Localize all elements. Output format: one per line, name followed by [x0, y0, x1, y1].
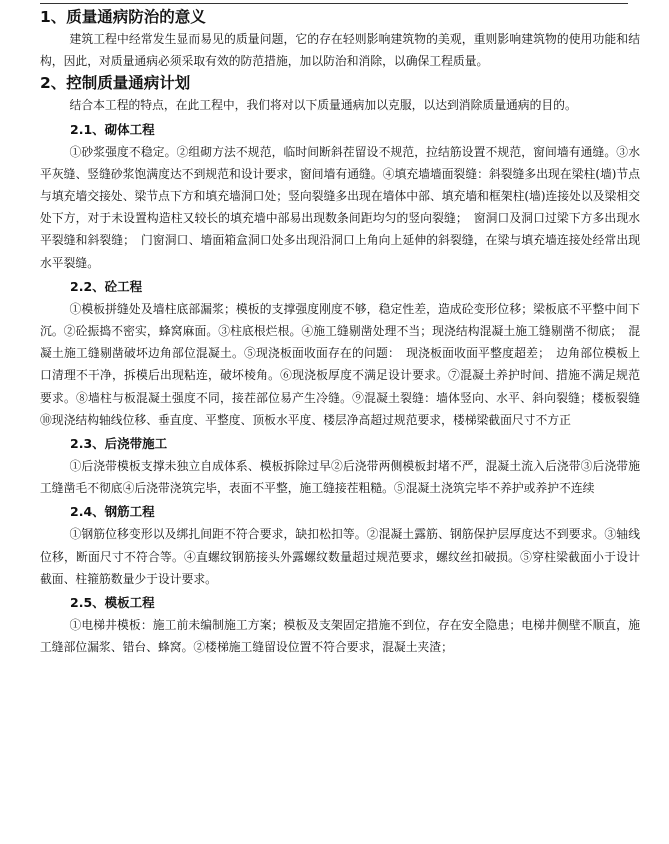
subsection-heading: 2.1、砌体工程	[70, 121, 155, 137]
subsection-heading: 2.2、砼工程	[70, 278, 143, 294]
subsection-2-5	[40, 593, 640, 658]
subsection-heading: 2.5、模板工程	[70, 595, 155, 611]
subsection-2-4	[40, 502, 640, 590]
subsection-heading: 2.3、后浇带施工	[70, 436, 168, 452]
subsection-2-2	[40, 277, 640, 431]
section-heading: 2、控制质量通病计划	[40, 74, 191, 93]
top-rule	[40, 3, 628, 4]
section-heading: 1、质量通病防治的意义	[40, 8, 206, 26]
subsection-paragraph: ①电梯井模板：施工前未编制施工方案；模板及支架固定措施不到位，存在安全隐患；电梯井侧壁不顺直，施工缝部位漏浆、错台、蜂窝。②楼梯施工缝留设位置不符合要求，混凝土夹渣；	[40, 618, 640, 655]
document-page	[40, 6, 640, 658]
section-paragraph: 结合本工程的特点，在此工程中，我们将对以下质量通病加以克服，以达到消除质量通病的目的。	[69, 98, 577, 113]
subsection-2-1	[40, 120, 640, 274]
section-2	[40, 72, 640, 116]
section-1	[40, 6, 640, 72]
subsection-paragraph: ①后浇带模板支撑未独立自成体系、模板拆除过早②后浇带两侧模板封堵不严，混凝土流入后浇带③后浇带施工缝凿毛不彻底④后浇带浇筑完毕，表面不平整，施工缝接茬粗糙。⑤混凝土浇筑完毕不养护或养护不连续	[40, 459, 640, 496]
subsection-paragraph: ①模板拼缝处及墙柱底部漏浆；模板的支撑强度刚度不够，稳定性差，造成砼变形位移；梁板底不平整中间下沉。②砼振捣不密实，蜂窝麻面。③柱底根烂根。④施工缝剔凿处理不当；现浇结构混凝土施工缝剔凿不彻底； 混凝土施工缝剔凿破坏边角部位混凝土。⑤现浇板面收面存在的问题： 现浇板面收面平整度超差； 边角部位模板上口清理不干净，拆模后出现粘连，破坏棱角。⑥现浇板厚度不满足设计要求。⑦混凝土养护时间、措施不满足规范要求。⑧墙柱与板混凝土强度不同，接茬部位易产生冷缝。⑨混凝土裂缝：墙体竖向、水平、斜向裂缝；楼板裂缝⑩现浇结构轴线位移、垂直度、平整度、顶板水平度、楼层净高超过规范要求，楼梯梁截面尺寸不方正	[40, 301, 640, 427]
section-paragraph: 建筑工程中经常发生显而易见的质量问题，它的存在轻则影响建筑物的美观，重则影响建筑物的使用功能和结构，因此，对质量通病必须采取有效的防范措施，加以防治和消除，以确保工程质量。	[40, 32, 640, 69]
subsection-2-3	[40, 434, 640, 499]
subsection-heading: 2.4、钢筋工程	[70, 504, 155, 520]
subsection-paragraph: ①钢筋位移变形以及绑扎间距不符合要求，缺扣松扣等。②混凝土露筋、钢筋保护层厚度达不到要求。③轴线位移，断面尺寸不符合等。④直螺纹钢筋接头外露螺纹数量超过规范要求，螺纹丝扣破损。⑤穿柱梁截面小于设计截面、柱箍筋数量少于设计要求。	[40, 527, 640, 586]
subsection-paragraph: ①砂浆强度不稳定。②组砌方法不规范，临时间断斜茬留设不规范，拉结筋设置不规范，窗间墙有通缝。③水平灰缝、竖缝砂浆饱满度达不到规范和设计要求，窗间墙有通缝。④填充墙墙面裂缝：斜裂缝多出现在梁柱(墙)节点与填充墙交接处、梁节点下方和填充墙洞口处；竖向裂缝多出现在墙体中部、填充墙和框架柱(墙)连接处以及梁相交处下方，对于未设置构造柱又较长的填充墙中部易出现数条间距均匀的竖向裂缝； 窗洞口及洞口过梁下方多出现水平裂缝和斜裂缝； 门窗洞口、墙面箱盒洞口处多出现沿洞口上角向上延伸的斜裂缝，在梁与填充墙连接处经常出现水平裂缝。	[40, 144, 640, 270]
